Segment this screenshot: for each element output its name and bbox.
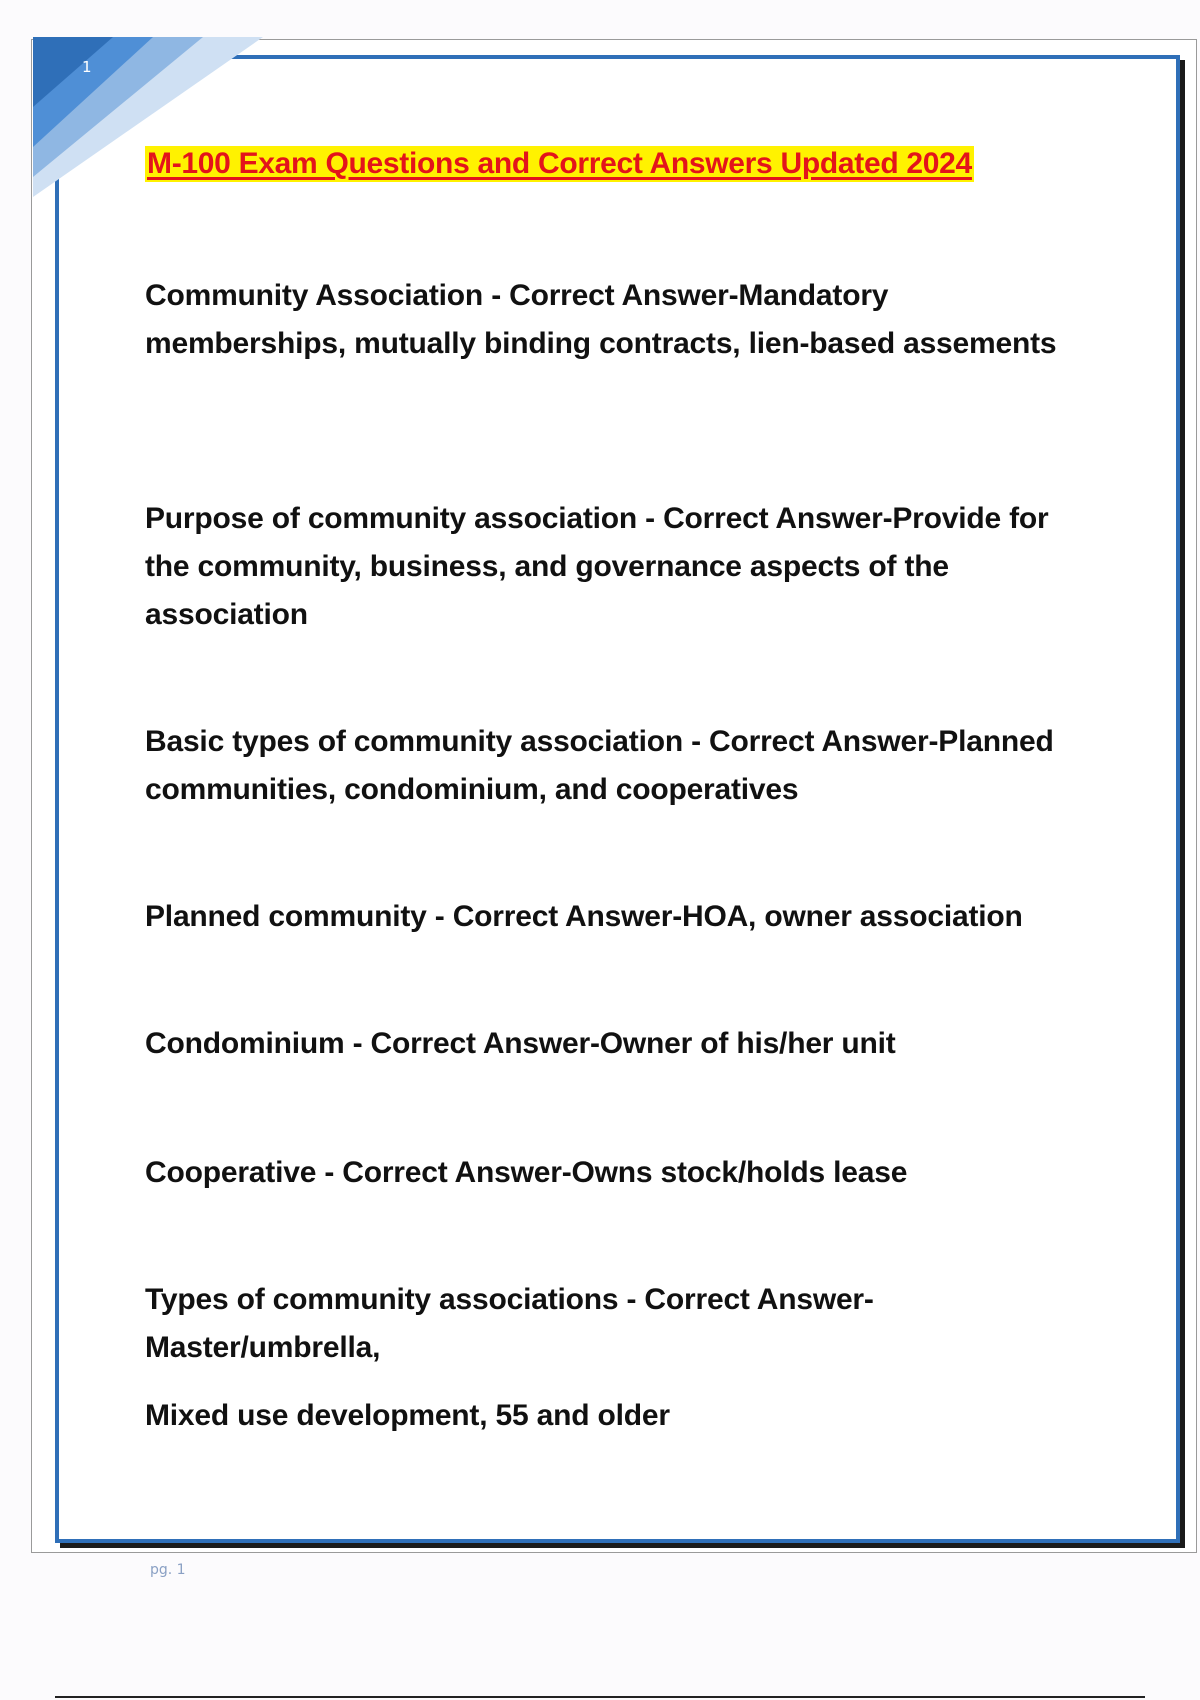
- qa-item: Community Association - Correct Answer-Mandatory memberships, mutually binding contracts, lien-based assements: [145, 279, 1057, 360]
- qa-item: Basic types of community association - Correct Answer-Planned communities, condominium, and cooperatives: [145, 725, 1054, 806]
- qa-item: Mixed use development, 55 and older: [145, 1399, 670, 1432]
- bottom-divider: [55, 1696, 1145, 1698]
- qa-item: Purpose of community association - Correct Answer-Provide for the community, business, and governance aspects of the association: [145, 502, 1049, 631]
- qa-item: Condominium - Correct Answer-Owner of his/her unit: [145, 1027, 896, 1060]
- page-number: 1: [82, 58, 92, 76]
- qa-item: Planned community - Correct Answer-HOA, owner association: [145, 900, 1023, 933]
- document-title: M-100 Exam Questions and Correct Answers Updated 2024: [147, 147, 972, 180]
- qa-item: Types of community associations - Correct Answer-Master/umbrella,: [145, 1283, 874, 1364]
- qa-item: Cooperative - Correct Answer-Owns stock/holds lease: [145, 1156, 908, 1189]
- page-footer: pg. 1: [150, 1562, 186, 1578]
